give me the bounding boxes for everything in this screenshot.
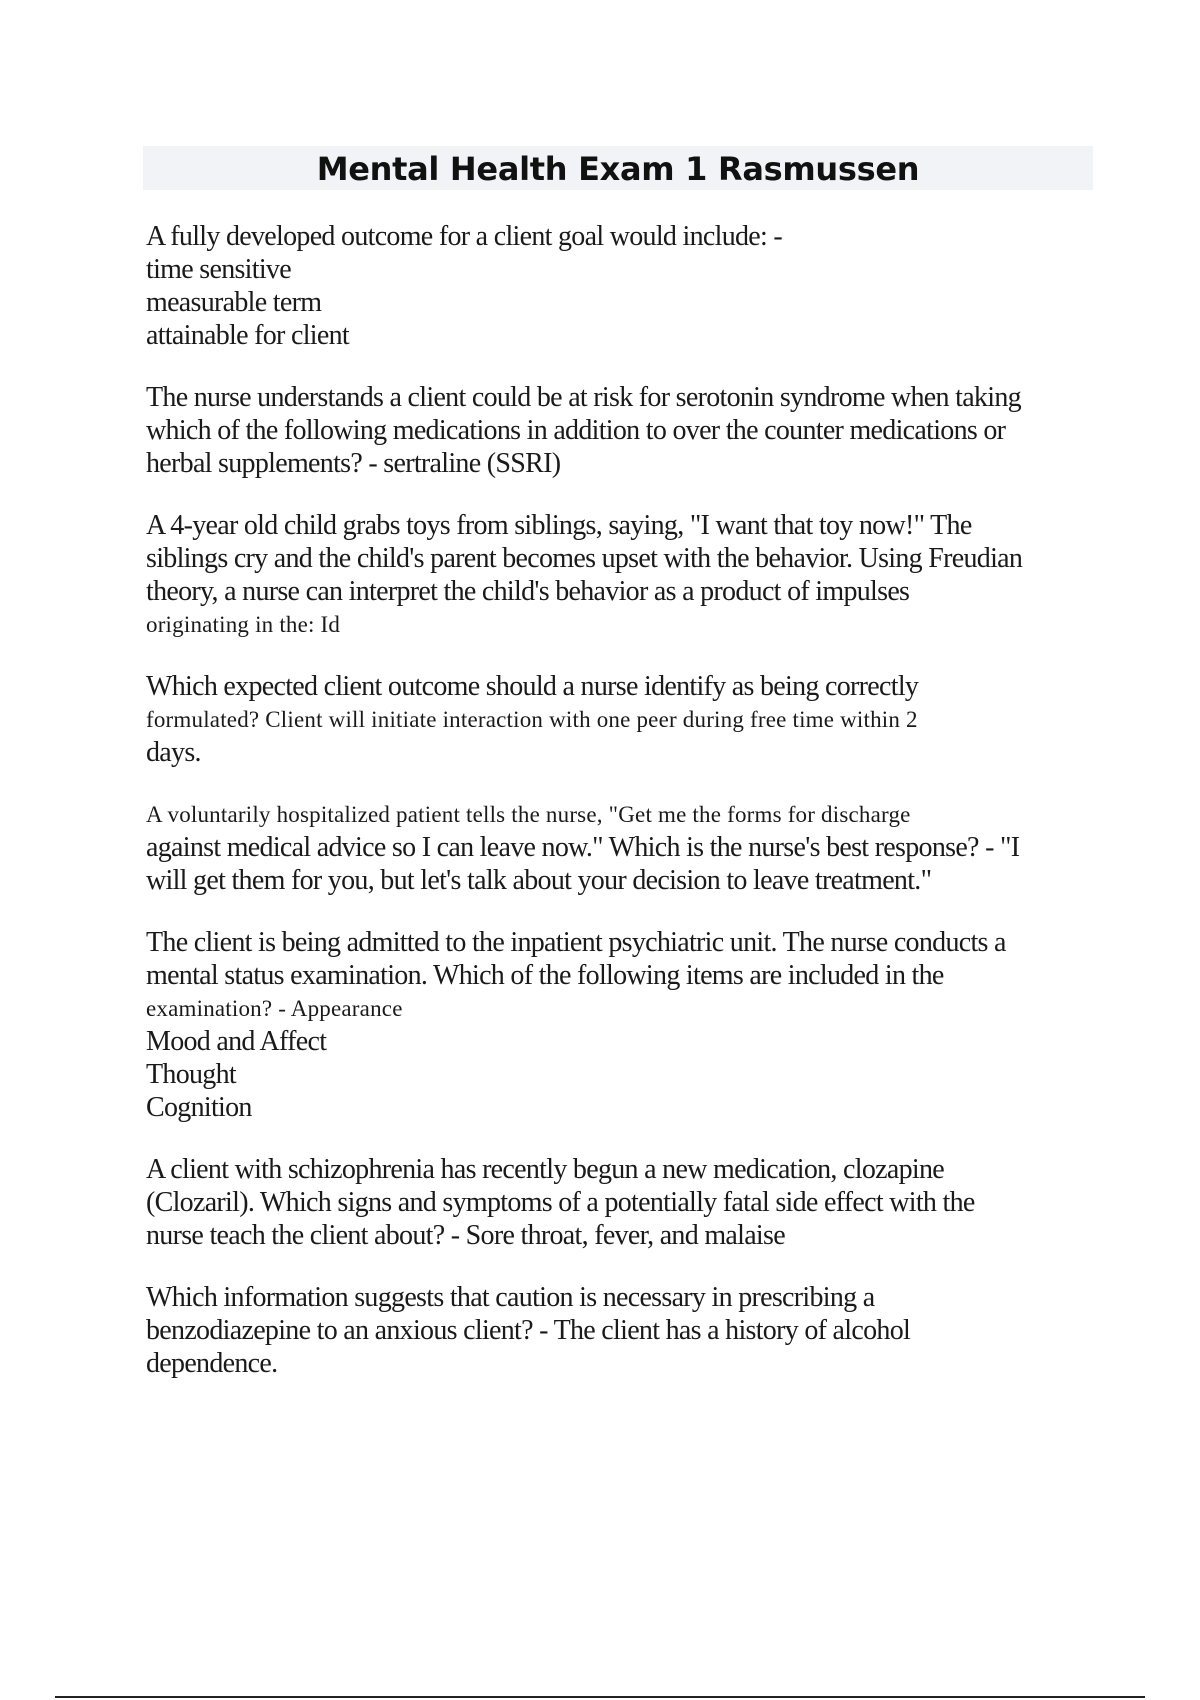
text-line: A client with schizophrenia has recently begun a new medication, clozapine <box>146 1154 945 1185</box>
text-line: Cognition <box>146 1092 252 1123</box>
text-line: (Clozaril). Which signs and symptoms of a potentially fatal side effect with the <box>146 1187 975 1218</box>
text-line: siblings cry and the child's parent becomes upset with the behavior. Using Freudian <box>146 543 1023 574</box>
text-line: Which expected client outcome should a nurse identify as being correctly <box>146 671 919 702</box>
question-block <box>146 1281 1096 1380</box>
text-line: Mood and Affect <box>146 1026 327 1057</box>
text-line: The client is being admitted to the inpatient psychiatric unit. The nurse conducts a <box>146 927 1006 958</box>
text-line: time sensitive <box>146 254 291 285</box>
text-line: formulated? Client will initiate interaction with one peer during free time within 2 <box>146 707 918 732</box>
text-line: days. <box>146 737 201 768</box>
question-block <box>146 509 1096 641</box>
text-line: dependence. <box>146 1348 278 1379</box>
question-block <box>146 381 1096 480</box>
text-line: A 4-year old child grabs toys from siblings, saying, "I want that toy now!" The <box>146 510 972 541</box>
question-block <box>146 926 1096 1124</box>
text-line: will get them for you, but let's talk about your decision to leave treatment." <box>146 865 932 896</box>
text-line: examination? - Appearance <box>146 996 403 1021</box>
question-block <box>146 670 1096 769</box>
footer-divider <box>55 1696 1145 1698</box>
text-line: Which information suggests that caution is necessary in prescribing a <box>146 1282 875 1313</box>
text-line: attainable for client <box>146 320 349 351</box>
text-line: Thought <box>146 1059 236 1090</box>
text-line: theory, a nurse can interpret the child's behavior as a product of impulses <box>146 576 910 607</box>
text-line: benzodiazepine to an anxious client? - The client has a history of alcohol <box>146 1315 911 1346</box>
text-line: measurable term <box>146 287 322 318</box>
text-line: nurse teach the client about? - Sore throat, fever, and malaise <box>146 1220 785 1251</box>
text-line: originating in the: Id <box>146 612 341 637</box>
text-line: which of the following medications in addition to over the counter medications or <box>146 415 1006 446</box>
text-line: against medical advice so I can leave now." Which is the nurse's best response? - "I <box>146 832 1020 863</box>
text-line: The nurse understands a client could be at risk for serotonin syndrome when taking <box>146 382 1021 413</box>
text-line: A fully developed outcome for a client goal would include: - <box>146 221 783 252</box>
question-block <box>146 798 1096 897</box>
text-line: mental status examination. Which of the following items are included in the <box>146 960 944 991</box>
question-block <box>146 220 1096 352</box>
question-block <box>146 1153 1096 1252</box>
text-line: herbal supplements? - sertraline (SSRI) <box>146 448 561 479</box>
question-list <box>146 220 1096 1409</box>
page-title: Mental Health Exam 1 Rasmussen <box>316 150 920 188</box>
text-line: A voluntarily hospitalized patient tells the nurse, "Get me the forms for discharge <box>146 802 911 827</box>
